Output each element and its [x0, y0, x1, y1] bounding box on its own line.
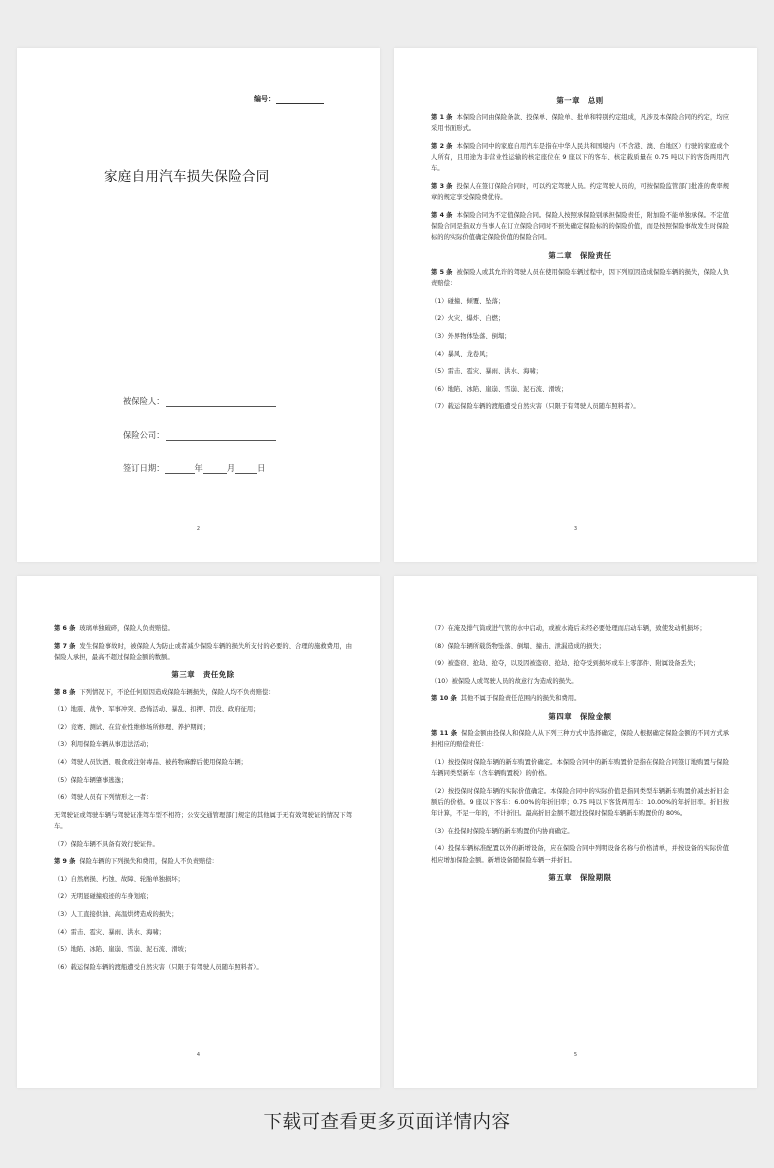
- list-item: （3）外界物体坠落、倒塌；: [431, 332, 511, 340]
- article-number: 第 2 条: [431, 143, 453, 150]
- page-number: 2: [196, 526, 201, 532]
- list-item: （4）暴风、龙卷风；: [431, 350, 492, 358]
- article-text: 本保险合同中的家庭自用汽车是指在中华人民共和国境内（不含港、澳、台地区）行驶的家庭或个人所有，且用途为非营业性运输的核定座位在 9 座以下的客车、核定载质量在 0.75 吨以下的客货两用汽车。: [431, 143, 729, 173]
- page-number: 5: [573, 1052, 578, 1058]
- chapter-heading: 第二章 保险责任: [548, 250, 612, 260]
- page-3-content: [431, 95, 729, 419]
- article-paragraph: [431, 181, 729, 203]
- insurer-blank: [166, 432, 276, 441]
- article-text: （7）在淹及排气筒或进气管的水中启动，或被水淹后未经必要处理而启动车辆，致使发动机损坏；: [431, 625, 706, 632]
- article-paragraph: [54, 623, 352, 634]
- article-paragraph: [54, 641, 352, 663]
- list-item: （10）被保险人或驾驶人员的故意行为造成的损失。: [431, 677, 578, 685]
- article-number: 第 11 条: [431, 730, 458, 738]
- article-text: 玻璃单独破碎，保险人负责赔偿。: [79, 625, 174, 632]
- article-number: 第 7 条: [54, 642, 76, 650]
- list-item: （6）载运保险车辆的渡船遭受自然灾害（只限于有驾驶人员随车照料者）。: [54, 963, 263, 971]
- list-item: （3）人工直接供油、高温烘烤造成的损失；: [54, 910, 178, 918]
- article-number: 第 8 条: [54, 688, 76, 696]
- article-number: 第 6 条: [54, 625, 76, 632]
- list-item: （5）雷击、雹灾、暴雨、洪水、海啸；: [431, 368, 543, 376]
- article-text: 保险车辆的下列损失和费用，保险人不负责赔偿：: [79, 858, 218, 866]
- list-item: （6）驾驶人员有下列情形之一者：: [54, 794, 153, 802]
- list-item: （4）驾驶人员饮酒、吸食或注射毒品、被药物麻醉后使用保险车辆；: [54, 758, 247, 766]
- list-item: （8）保险车辆所载货物坠落、倒塌、撞击、泄漏造成的损失；: [431, 642, 606, 650]
- article-text: 其他不属于保险责任范围内的损失和费用。: [460, 695, 581, 703]
- article-number: 第 5 条: [431, 269, 453, 276]
- article-paragraph: [431, 757, 729, 779]
- insured-label: 被保险人：: [123, 396, 165, 406]
- insured-blank: [166, 398, 276, 407]
- insured-field: [123, 395, 276, 407]
- list-item: （6）地陷、冰陷、崖崩、雪崩、泥石流、滑坡；: [431, 385, 568, 393]
- page-3: [394, 48, 757, 562]
- article-text: 保险金额由投保人和保险人从下列三种方式中选择确定，保险人根据确定保险金额的不同方式承担相应的赔偿责任：: [431, 730, 729, 749]
- page-number: 3: [573, 526, 578, 532]
- list-item: （5）保险车辆肇事逃逸；: [54, 776, 128, 784]
- list-item: （2）竞赛、测试、在营业性维修场所修理、养护期间；: [54, 723, 210, 731]
- page-5: [394, 576, 757, 1088]
- article-text: 投保人在签订保险合同时，可以约定驾驶人员。约定驾驶人员的，可按保险监管部门批准的费率规章的规定享受保险费优待。: [431, 183, 729, 202]
- page-number: 4: [196, 1052, 201, 1058]
- page-5-content: [431, 623, 729, 889]
- article-text: 发生保险事故时，被保险人为防止或者减少保险车辆的损失所支付的必要的、合理的施救费用，由保险人承担，最高不超过保险金额的数额。: [54, 642, 352, 661]
- insurer-field: [123, 429, 276, 441]
- year-blank: [165, 465, 195, 474]
- document-title: 家庭自用汽车损失保险合同: [104, 169, 270, 185]
- article-text: 本保险合同由保险条款、投保单、保险单、批单和特别约定组成，凡涉及本保险合同的约定，均应采用书面形式。: [431, 114, 729, 133]
- article-paragraph: [431, 267, 729, 289]
- chapter-heading: 第四章 保险金额: [548, 711, 612, 721]
- contract-number-blank: [276, 96, 324, 104]
- article-paragraph: [431, 141, 729, 175]
- list-item: （4）雷击、雹灾、暴雨、洪水、海啸；: [54, 928, 166, 936]
- list-item: （2）无明显碰撞痕迹的车身划痕；: [54, 893, 153, 901]
- download-caption: 下载可查看更多页面详情内容: [263, 1112, 511, 1133]
- article-paragraph: [431, 728, 729, 750]
- article-paragraph: [431, 843, 729, 865]
- article-paragraph: [431, 786, 729, 820]
- list-item: （3）利用保险车辆从事违法活动；: [54, 741, 153, 749]
- list-item: （3）在投保时保险车辆的新车购置价内协商确定。: [431, 827, 574, 835]
- chapter-heading: 第五章 保险期限: [548, 873, 612, 883]
- list-item: （1）地震、战争、军事冲突、恐怖活动、暴乱、扣押、罚没、政府征用；: [54, 706, 260, 714]
- article-text: （2）按投保时保险车辆的实际价值确定。本保险合同中的实际价值是指同类型车辆新车购置价减去折旧金额后的价格。9 座以下客车：6.00%的年折旧率；0.75 吨以下客货两用车：10.00%的年折旧率。折旧按年计算，不足一年的，不计折旧。最高折旧金额不超过投保时保险车辆新车购置价的 80%。: [431, 787, 729, 818]
- page-4-content: [54, 623, 352, 979]
- article-number: 第 10 条: [431, 695, 457, 703]
- article-text: 本保险合同为不定值保险合同。保险人按照承保险别承担保险责任，附加险不能单独承保。不定值保险合同是指双方当事人在订立保险合同时不预先确定保险标的的保险价值，而是按照保险事故发生时保险标的的实际价值确定保险价值的保险合同。: [431, 211, 729, 242]
- article-paragraph: [431, 210, 729, 244]
- list-item: （7）保险车辆不具备有效行驶证件。: [54, 840, 159, 848]
- article-number: 第 3 条: [431, 183, 453, 190]
- list-item: （7）载运保险车辆的渡船遭受自然灾害（只限于有驾驶人员随车照料者）。: [431, 403, 640, 411]
- day-label: 日: [257, 463, 266, 473]
- list-item: （2）火灾、爆炸、自燃；: [431, 315, 505, 323]
- article-paragraph: [54, 687, 352, 698]
- article-paragraph: [431, 658, 729, 669]
- contract-number-label: 编号：: [254, 95, 275, 103]
- month-blank: [203, 465, 227, 474]
- article-paragraph: [54, 856, 352, 867]
- article-text: （9）被盗窃、抢劫、抢夺，以及因被盗窃、抢劫、抢夺受到损坏或车上零部件、附属设备丢失；: [431, 660, 700, 668]
- article-number: 第 9 条: [54, 858, 76, 866]
- article-paragraph: [431, 112, 729, 134]
- sign-date-label: 签订日期：: [123, 463, 165, 473]
- article-text: 被保险人或其允许的驾驶人员在使用保险车辆过程中，因下列原因造成保险车辆的损失，保险人负责赔偿：: [431, 269, 729, 288]
- article-text: 无驾驶证或驾驶车辆与驾驶证准驾车型不相符；公安交通管理部门规定的其他属于无有效驾驶证的情况下驾车。: [54, 811, 352, 830]
- cover-page: [17, 48, 380, 562]
- contract-number-field: [254, 94, 324, 104]
- year-label: 年: [194, 463, 203, 473]
- list-item: （1）碰撞、倾覆、坠落；: [431, 297, 505, 305]
- list-item: （1）自然磨损、朽蚀、故障、轮胎单独损坏；: [54, 875, 184, 883]
- article-paragraph: [54, 810, 352, 832]
- article-text: 下列情况下，不论任何原因造成保险车辆损失，保险人均不负责赔偿：: [79, 688, 275, 696]
- chapter-heading: 第一章 总则: [556, 96, 604, 105]
- article-number: 第 4 条: [431, 211, 453, 219]
- article-text: （1）按投保时保险车辆的新车购置价确定。本保险合同中的新车购置价是指在保险合同签订地购置与保险车辆同类型新车（含车辆购置税）的价格。: [431, 758, 729, 778]
- chapter-heading: 第三章 责任免除: [171, 670, 235, 680]
- article-paragraph: [431, 693, 729, 704]
- day-blank: [235, 465, 257, 474]
- month-label: 月: [226, 463, 236, 473]
- article-number: 第 1 条: [431, 114, 453, 122]
- page-4: [17, 576, 380, 1088]
- sign-date-field: [123, 462, 265, 474]
- list-item: （5）地陷、冰陷、崖崩、雪崩、泥石流、滑坡；: [54, 946, 191, 954]
- article-text: （4）投保车辆标准配置以外的新增设备，应在保险合同中列明设备名称与价格清单，并按设备的实际价值相应增加保险金额。新增设备随保险车辆一并折旧。: [431, 845, 729, 864]
- article-paragraph: [431, 623, 729, 634]
- insurer-label: 保险公司：: [123, 430, 165, 440]
